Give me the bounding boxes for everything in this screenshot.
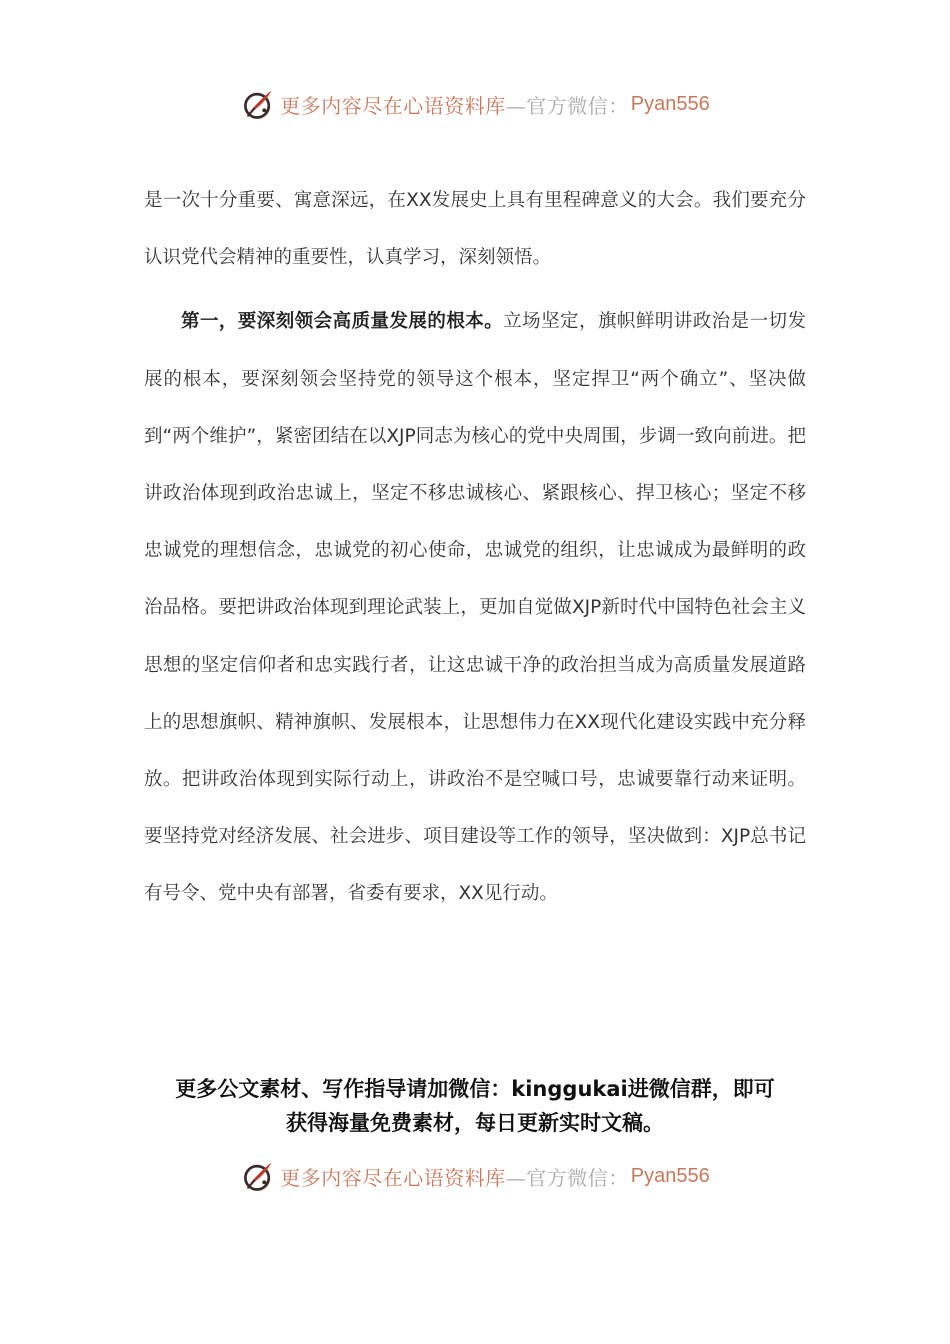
section-one-text: 立场坚定，旗帜鲜明讲政治是一切发展的根本，要深刻领会坚持党的领导这个根本，坚定捍卫“两个确立”、坚决做到“两个维护”，紧密团结在以XJP同志为核心的党中央周围，步调一致向前进。把讲政治体现到政治忠诚上，坚定不移忠诚核心、紧跟核心、捍卫核心；坚定不移忠诚党的理想信念，忠诚党的初心使命，忠诚党的组织，让忠诚成为最鲜明的政治品格。要把讲政治体现到理论武装上，更加自觉做XJP新时代中国特色社会主义思想的坚定信仰者和忠实践行者，让这忠诚干净的政治担当成为高质量发展道路上的思想旗帜、精神旗帜、发展根本，让思想伟力在XX现代化建设实践中充分释放。把讲政治体现到实际行动上，讲政治不是空喊口号，忠诚要靠行动来证明。要坚持党对经济发展、社会进步、项目建设等工作的领导，坚决做到：XJP总书记有号令、党中央有部署，省委有要求，XX见行动。 xyxy=(144,311,806,905)
promo-line-1: 更多公文素材、写作指导请加微信：kinggukai进微信群，即可 xyxy=(175,1077,775,1101)
quill-pen-logo-icon xyxy=(240,86,276,122)
quill-pen-logo-icon xyxy=(240,1158,276,1194)
section-one-paragraph xyxy=(144,293,806,922)
footer-watermark xyxy=(0,1156,950,1196)
watermark-wechat-id: Pyan556 xyxy=(630,1164,710,1187)
section-one-lead: 第一，要深刻领会高质量发展的根本。 xyxy=(181,311,504,333)
promo-note xyxy=(110,1072,840,1140)
document-body xyxy=(144,172,806,923)
watermark-brand-text: 更多内容尽在心语资料库 xyxy=(280,93,506,118)
watermark-wechat-id: Pyan556 xyxy=(630,92,710,115)
intro-paragraph: 是一次十分重要、寓意深远，在XX发展史上具有里程碑意义的大会。我们要充分认识党代会精神的重要性，认真学习，深刻领悟。 xyxy=(144,190,806,269)
watermark-brand-text: 更多内容尽在心语资料库 xyxy=(280,1165,506,1190)
header-watermark xyxy=(0,84,950,124)
promo-line-2: 获得海量免费素材，每日更新实时文稿。 xyxy=(286,1111,664,1135)
watermark-separator-text: —官方微信： xyxy=(505,93,629,118)
watermark-separator-text: —官方微信： xyxy=(505,1165,629,1190)
